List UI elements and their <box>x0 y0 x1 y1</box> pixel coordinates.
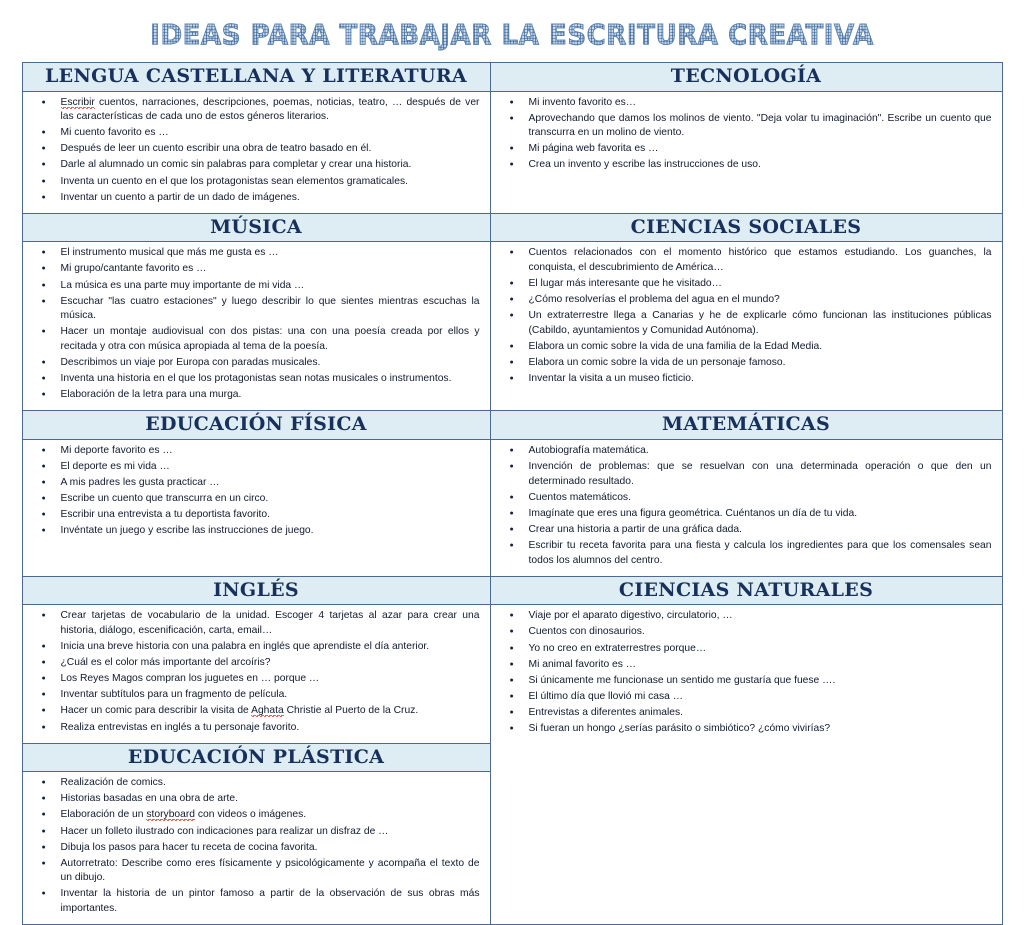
cell-ciencias-sociales <box>490 213 1002 411</box>
list-lengua <box>31 96 482 206</box>
list-item: ● Cuentos con dinosaurios. <box>529 625 994 640</box>
cell-musica <box>22 213 490 411</box>
list-item: ● Crear tarjetas de vocabulario de la unidad. Escoger 4 tarjetas al azar para crear una historia, diálogo, escenificación, carta, email… <box>61 609 482 638</box>
table-row <box>22 63 1002 214</box>
list-item: ● El lugar más interesante que he visitado… <box>529 277 994 292</box>
list-item: ● Inventar subtítulos para un fragmento de película. <box>61 688 482 703</box>
section-body-educacion-fisica <box>23 440 490 547</box>
list-item: ● El último día que llovió mi casa … <box>529 690 994 705</box>
section-title-educacion-fisica: EDUCACIÓN FÍSICA <box>23 411 490 440</box>
section-title-ingles: INGLÉS <box>23 577 490 606</box>
list-item: ● Invención de problemas: que se resuelvan con una determinada operación o que den un determinado resultado. <box>529 460 994 489</box>
cell-ciencias-naturales <box>490 576 1002 924</box>
list-item: ● Los Reyes Magos compran los juguetes en … porque … <box>61 672 482 687</box>
list-item: ● Realiza entrevistas en inglés a tu personaje favorito. <box>61 721 482 736</box>
document-title-banner <box>0 0 1024 62</box>
list-item: ● Cuentos relacionados con el momento histórico que estamos estudiando. Los guanches, la conquista, el descubrimiento de América… <box>529 246 994 275</box>
list-item: ● Mi grupo/cantante favorito es … <box>61 262 482 277</box>
list-item: ● Si únicamente me funcionase un sentido me gustaría que fuese …. <box>529 674 994 689</box>
section-body-lengua <box>23 92 490 213</box>
section-body-musica <box>23 242 490 410</box>
list-item-text: cuentos, narraciones, descripciones, poemas, noticias, teatro, … después de ver las características de cada uno de estos géneros literarios. <box>60 96 480 123</box>
list-item: ● Inicia una breve historia con una palabra en inglés que aprendiste el día anterior. <box>61 640 482 655</box>
section-title-ciencias-naturales: CIENCIAS NATURALES <box>491 577 1002 606</box>
list-item: ● Autobiografía matemática. <box>529 444 994 459</box>
list-item: ● Mi invento favorito es… <box>529 96 994 111</box>
list-item: ● Hacer un folleto ilustrado con indicaciones para realizar un disfraz de … <box>61 825 482 840</box>
cell-matematicas <box>490 411 1002 576</box>
section-body-tecnologia <box>491 92 1002 181</box>
list-item: ● La música es una parte muy importante de mi vida … <box>61 279 482 294</box>
list-item: ● Historias basadas en una obra de arte. <box>61 792 482 807</box>
list-item <box>61 808 482 823</box>
ideas-table <box>22 62 1003 925</box>
list-ciencias-sociales <box>499 246 994 386</box>
list-item-text: con videos o imágenes. <box>195 809 307 821</box>
list-musica <box>31 246 482 403</box>
section-body-ciencias-sociales <box>491 242 1002 394</box>
list-item: ● Realización de comics. <box>61 776 482 791</box>
list-item: ● Yo no creo en extraterrestres porque… <box>529 642 994 657</box>
list-item: ● Mi animal favorito es … <box>529 658 994 673</box>
list-item: ● Escribir tu receta favorita para una fiesta y calcula los ingredientes para que los comensales sean todos los alumnos del centro. <box>529 539 994 568</box>
list-item <box>61 704 482 719</box>
list-item: ● Inventar un cuento a partir de un dado de imágenes. <box>61 191 482 206</box>
list-matematicas <box>499 444 994 568</box>
section-body-ciencias-naturales <box>491 605 1002 744</box>
section-title-lengua: LENGUA CASTELLANA Y LITERATURA <box>23 63 490 92</box>
list-item: ● Elabora un comic sobre la vida de un personaje famoso. <box>529 356 994 371</box>
list-item: ● El deporte es mi vida … <box>61 460 482 475</box>
list-educacion-fisica <box>31 444 482 539</box>
table-row <box>22 576 1002 743</box>
cell-lengua <box>22 63 490 214</box>
list-tecnologia <box>499 96 994 174</box>
list-item: ● Después de leer un cuento escribir una obra de teatro basado en él. <box>61 142 482 157</box>
list-item: ● Darle al alumnado un comic sin palabras para completar y crear una historia. <box>61 158 482 173</box>
list-item: ● Imagínate que eres una figura geométrica. Cuéntanos un día de tu vida. <box>529 507 994 522</box>
section-title-matematicas: MATEMÁTICAS <box>491 411 1002 440</box>
list-item: ● Un extraterrestre llega a Canarias y he de explicarle cómo funcionan las instituciones públicas (Cabildo, ayuntamientos y Comunidad Autónoma). <box>529 309 994 338</box>
list-item: ● Mi deporte favorito es … <box>61 444 482 459</box>
section-title-musica: MÚSICA <box>23 214 490 243</box>
list-ingles <box>31 609 482 735</box>
list-item: ● Hacer un montaje audiovisual con dos pistas: una con una poesía creada por ellos y recitada y otra con música apropiada al tema de la poesía. <box>61 325 482 354</box>
misspelled-word: Aghata <box>251 705 284 717</box>
list-item: ● Mi cuento favorito es … <box>61 126 482 141</box>
list-item: ● Escribir una entrevista a tu deportista favorito. <box>61 508 482 523</box>
list-item: ● Cuentos matemáticos. <box>529 491 994 506</box>
section-title-tecnologia: TECNOLOGÍA <box>491 63 1002 92</box>
list-item: ● Si fueran un hongo ¿serías parásito o simbiótico? ¿cómo vivirías? <box>529 722 994 737</box>
list-item: ● Mi página web favorita es … <box>529 142 994 157</box>
list-item: ● El instrumento musical que más me gusta es … <box>61 246 482 261</box>
list-item: ● Crea un invento y escribe las instrucciones de uso. <box>529 158 994 173</box>
section-body-matematicas <box>491 440 1002 576</box>
section-title-ciencias-sociales: CIENCIAS SOCIALES <box>491 214 1002 243</box>
list-item-text: Hacer un comic para describir la visita de <box>60 705 252 717</box>
table-row <box>22 411 1002 576</box>
list-item <box>61 96 482 125</box>
list-item: ● Aprovechando que damos los molinos de viento. "Deja volar tu imaginación". Escribe un cuento que transcurra en un molino de viento. <box>529 112 994 141</box>
cell-educacion-fisica <box>22 411 490 576</box>
list-item: ● ¿Cómo resolverías el problema del agua en el mundo? <box>529 293 994 308</box>
list-item: ● Elabora un comic sobre la vida de una familia de la Edad Media. <box>529 340 994 355</box>
list-ciencias-naturales <box>499 609 994 736</box>
list-item: ● Autorretrato: Describe como eres físicamente y psicológicamente y acompaña el texto de un dibujo. <box>61 857 482 886</box>
list-item: ● Viaje por el aparato digestivo, circulatorio, … <box>529 609 994 624</box>
cell-tecnologia <box>490 63 1002 214</box>
list-item-text: Elaboración de un <box>60 809 147 821</box>
list-educacion-plastica <box>31 776 482 916</box>
misspelled-word: Escribir <box>60 96 95 108</box>
list-item: ● Describimos un viaje por Europa con paradas musicales. <box>61 356 482 371</box>
section-body-educacion-plastica <box>23 772 490 924</box>
list-item: ● Inventa un cuento en el que los protagonistas sean elementos gramaticales. <box>61 175 482 190</box>
cell-ingles <box>22 576 490 743</box>
list-item: ● Elaboración de la letra para una murga. <box>61 388 482 403</box>
list-item: ● Crear una historia a partir de una gráfica dada. <box>529 523 994 538</box>
list-item: ● Dibuja los pasos para hacer tu receta de cocina favorita. <box>61 841 482 856</box>
list-item: ● ¿Cuál es el color más importante del arcoíris? <box>61 656 482 671</box>
cell-educacion-plastica <box>22 743 490 925</box>
list-item: ● Invéntate un juego y escribe las instrucciones de juego. <box>61 524 482 539</box>
list-item: ● Inventa una historia en el que los protagonistas sean notas musicales o instrumentos. <box>61 372 482 387</box>
list-item: ● Entrevistas a diferentes animales. <box>529 706 994 721</box>
list-item: ● Inventar la visita a un museo ficticio. <box>529 372 994 387</box>
misspelled-word: storyboard <box>146 809 196 821</box>
list-item: ● A mis padres les gusta practicar … <box>61 476 482 491</box>
page-title: IDEAS PARA TRABAJAR LA ESCRITURA CREATIVA <box>150 17 874 51</box>
list-item: ● Escribe un cuento que transcurra en un circo. <box>61 492 482 507</box>
list-item: ● Inventar la historia de un pintor famoso a partir de la observación de sus obras más importantes. <box>61 887 482 916</box>
section-title-educacion-plastica: EDUCACIÓN PLÁSTICA <box>23 744 490 773</box>
list-item: ● Escuchar "las cuatro estaciones" y luego describir lo que sientes mientras escuchas la música. <box>61 295 482 324</box>
list-item-text: Christie al Puerto de la Cruz. <box>283 705 419 717</box>
section-body-ingles <box>23 605 490 742</box>
table-row <box>22 213 1002 411</box>
